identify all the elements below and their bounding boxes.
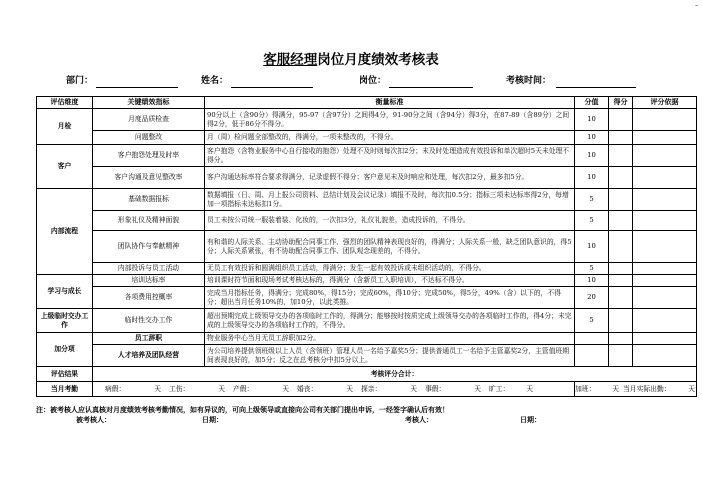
personal-leave-label: 事假： (425, 384, 446, 393)
col-header-got: 得分 (609, 97, 633, 109)
name-field[interactable] (231, 87, 313, 88)
col-header-dimension: 评估维度 (37, 97, 93, 109)
title-rest: 岗位月度绩效考核表 (317, 52, 439, 68)
got-cell[interactable] (609, 231, 633, 263)
examiner-date-label: 日期： (520, 416, 541, 424)
name-label: 姓名： (201, 76, 229, 86)
table-row (37, 109, 697, 131)
score-cell (575, 345, 609, 367)
attendance-items-left (93, 382, 575, 397)
score-cell: 5 (575, 211, 609, 231)
score-cell: 10 (575, 109, 609, 131)
basis-cell[interactable] (633, 333, 697, 345)
table-row (37, 145, 697, 167)
title-underlined: 客服经理 (263, 52, 318, 68)
maternity-leave-label: 产假： (233, 384, 254, 393)
dimension-cell: 加分项 (37, 333, 93, 367)
got-cell[interactable] (609, 333, 633, 345)
got-cell[interactable] (609, 109, 633, 131)
standard-cell: 完成当月指标任务，得满分；完成80%，得15分；完成60%，得10分；完成50%，得5分，49%（含）以下的，不得分；超出当月任务10%的，加10分，以此类推。 (205, 287, 575, 309)
kpi-cell: 员工辞职 (93, 333, 205, 345)
actual-attendance-label: 当月实际出勤： (623, 384, 671, 393)
evaluation-table (36, 96, 697, 397)
corner-mark: - (694, 1, 698, 11)
personal-leave-unit: 天 (474, 384, 481, 393)
examiner-signature-label: 考核人： (405, 416, 433, 424)
got-cell[interactable] (609, 287, 633, 309)
col-header-standard: 衡量标准 (205, 97, 575, 109)
score-cell: 10 (575, 167, 609, 189)
info-bar (66, 75, 626, 89)
table-row (37, 309, 697, 333)
standard-cell: 90分以上（含90分）得满分，95-97（含97分）之间得4分，91-90分之间（含94分）得3分，在87-89（含89分）之间得2分，低于86分不得分。 (205, 109, 575, 131)
score-cell: 10 (575, 231, 609, 263)
table-row (37, 167, 697, 189)
maternity-leave-unit: 天 (282, 384, 289, 393)
score-cell: 5 (575, 189, 609, 211)
kpi-cell: 人才培养及团队经营 (93, 345, 205, 367)
col-header-score: 分值 (575, 97, 609, 109)
kpi-cell: 临时性交办工作 (93, 309, 205, 333)
standard-cell: 客户沟通达标率符合要求得满分，记录虚假不得分；客户意见未及时响应和处理，每次扣2分，最多扣5分。 (205, 167, 575, 189)
wedding-funeral-leave-unit: 天 (346, 384, 353, 393)
basis-cell[interactable] (633, 263, 697, 275)
standard-cell: 员工未按公司统一服装着装、化妆的，一次扣3分，礼仪礼貌差，造成投诉的，不得分。 (205, 211, 575, 231)
standard-cell: 物业服务中心当月无员工辞职加2分。 (205, 333, 575, 345)
standard-cell: 客户抱怨（含物业服务中心自行接收的抱怨）处理不及时则每次扣2分；未及时处理造成有效投诉和单次超时5天未处理不得分。 (205, 145, 575, 167)
got-cell[interactable] (609, 167, 633, 189)
got-cell[interactable] (609, 189, 633, 211)
examinee-signature-label: 被考核人： (76, 416, 111, 424)
score-cell (575, 333, 609, 345)
basis-cell[interactable] (633, 309, 697, 333)
got-cell[interactable] (609, 263, 633, 275)
kpi-cell: 团队协作与奉献精神 (93, 231, 205, 263)
examinee-date-label: 日期： (202, 416, 223, 424)
kpi-cell: 客户抱怨处理及时率 (93, 145, 205, 167)
attendance-items-right (575, 382, 697, 397)
standard-cell: 数据填报（日、周、月上报公司资料、总结计划及会议记录）填报不及时，每次扣0.5分；指标三项未达标率得2分，每增加一项指标未达标扣1分。 (205, 189, 575, 211)
dimension-cell: 内部流程 (37, 189, 93, 275)
kpi-cell: 各项费用控概率 (93, 287, 205, 309)
standard-cell: 为公司培养提供领班级以上人员（含领班）管理人员一名给予嘉奖5分；提供普通员工一名给予主管嘉奖2分，主管值班期间表现良好的，加5分；反之在总考核分中扣5分以上。 (205, 345, 575, 367)
table-row (37, 287, 697, 309)
kpi-cell: 培训达标率 (93, 275, 205, 287)
table-row (37, 211, 697, 231)
dimension-cell: 客户 (37, 145, 93, 189)
score-cell: 5 (575, 309, 609, 333)
got-cell[interactable] (609, 131, 633, 145)
family-leave-label: 探亲： (361, 384, 382, 393)
score-cell: 10 (575, 275, 609, 287)
standard-cell: 月（周）检问题全部整改的，得满分，一项未整改的，不得分。 (205, 131, 575, 145)
basis-cell[interactable] (633, 167, 697, 189)
score-cell: 20 (575, 287, 609, 309)
standard-cell: 培训课时符节面和现场考试考核达标的，得满分（含新员工入职培训），不达标不得分。 (205, 275, 575, 287)
overtime-unit: 天 (612, 384, 619, 393)
table-row (37, 333, 697, 345)
actual-attendance-unit: 天 (688, 384, 695, 393)
got-cell[interactable] (609, 275, 633, 287)
basis-cell[interactable] (633, 211, 697, 231)
sick-leave-unit: 天 (154, 384, 161, 393)
wedding-funeral-leave-label: 婚丧： (297, 384, 318, 393)
standard-cell: 有和谐的人际关系、主动协助配合同事工作、强烈的团队精神表现良好的，得满分；人际关系一般，缺乏团队意识的，得5分；人际关系紧张，有不协助配合同事工作、团队观念现差的，不得分。 (205, 231, 575, 263)
basis-cell[interactable] (633, 275, 697, 287)
table-row (37, 131, 697, 145)
department-label: 部门： (66, 76, 94, 86)
table-row (37, 263, 697, 275)
basis-cell[interactable] (633, 131, 697, 145)
overtime-label: 加班： (575, 384, 596, 393)
table-row (37, 275, 697, 287)
basis-cell[interactable] (633, 231, 697, 263)
dimension-cell: 学习与成长 (37, 275, 93, 309)
basis-cell[interactable] (633, 145, 697, 167)
dimension-cell: 月检 (37, 109, 93, 145)
score-cell: 10 (575, 145, 609, 167)
header-row (37, 97, 697, 109)
result-label: 评估结果 (37, 367, 93, 382)
injury-leave-label: 工伤： (169, 384, 190, 393)
score-cell: 10 (575, 131, 609, 145)
standard-cell: 超出预期完成上级领导交办的各项临时工作的，得满分；能够按时按质完成上级领导交办的各项临时工作的，得4分；未完成的上级领导交办的各项临时工作的，不得分。 (205, 309, 575, 333)
got-cell[interactable] (609, 345, 633, 367)
department-field[interactable] (96, 87, 178, 88)
page-title (0, 52, 702, 68)
total-score-label: 考核评分合计： (93, 367, 697, 382)
got-cell[interactable] (609, 145, 633, 167)
absent-unit: 天 (526, 384, 533, 393)
kpi-cell: 客户沟通及意见整改率 (93, 167, 205, 189)
kpi-cell: 内部投诉与员工活动 (93, 263, 205, 275)
dimension-cell: 上级临时交办工作 (37, 309, 93, 333)
position-label: 岗位： (359, 76, 387, 86)
score-cell: 5 (575, 263, 609, 275)
kpi-cell: 形象礼仪及精神面貌 (93, 211, 205, 231)
got-cell[interactable] (609, 309, 633, 333)
injury-leave-unit: 天 (218, 384, 225, 393)
attendance-row (37, 382, 697, 397)
basis-cell[interactable] (633, 345, 697, 367)
kpi-cell: 问题整改 (93, 131, 205, 145)
table-row (37, 231, 697, 263)
attendance-label: 当月考勤 (37, 382, 93, 397)
result-row (37, 367, 697, 382)
time-field[interactable] (556, 87, 636, 88)
position-field[interactable] (389, 87, 473, 88)
sick-leave-label: 病假： (105, 384, 126, 393)
kpi-cell: 基础数据报标 (93, 189, 205, 211)
col-header-basis: 评分依据 (633, 97, 697, 109)
col-header-kpi: 关键绩效指标 (93, 97, 205, 109)
basis-cell[interactable] (633, 189, 697, 211)
time-label: 考核时间： (506, 76, 552, 86)
table-row (37, 345, 697, 367)
standard-cell: 无员工有效投诉和圆满组织员工活动，得满分；发生一起有效投诉或未组织活动的，不得分。 (205, 263, 575, 275)
kpi-cell: 月度品质检查 (93, 109, 205, 131)
absent-label: 旷工： (489, 384, 510, 393)
basis-cell[interactable] (633, 109, 697, 131)
got-cell[interactable] (609, 211, 633, 231)
table-row (37, 189, 697, 211)
basis-cell[interactable] (633, 287, 697, 309)
family-leave-unit: 天 (410, 384, 417, 393)
footer-note: 注：被考核人应认真核对月度绩效考核考勤情况，如有异议的，可向上级领导或直接向公司有关部门提出申诉，一经签字确认后有效！ (36, 406, 449, 414)
